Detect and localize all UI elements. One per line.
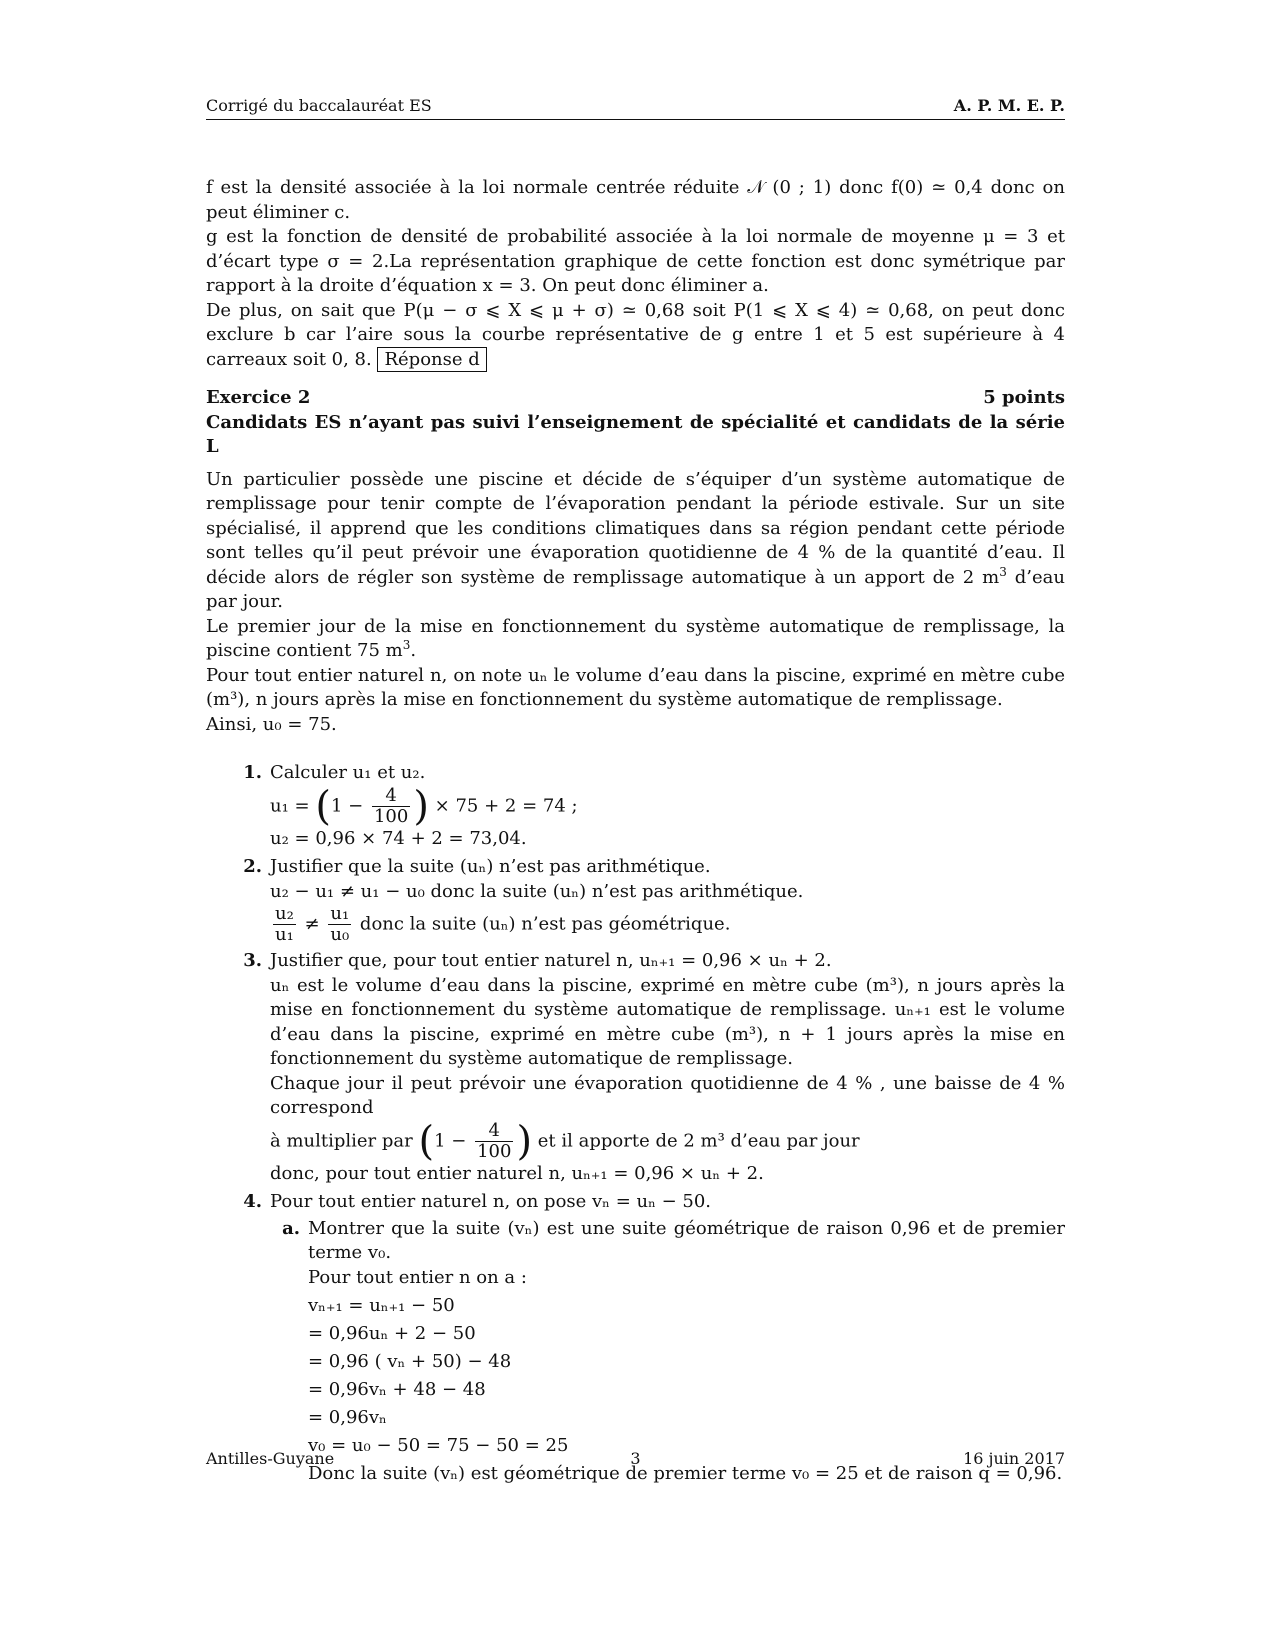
q4a-line-2: = 0,96uₙ + 2 − 50 [308,1322,476,1344]
question-3-number: 3. [243,950,262,971]
q3-p4: donc, pour tout entier naturel n, uₙ₊₁ = 0,96 × uₙ + 2. [270,1162,764,1184]
question-2 [206,855,1065,945]
question-2-title: Justifier que la suite (uₙ) n’est pas arithmétique. [270,856,711,877]
q4a-line-5: = 0,96vₙ [308,1406,387,1428]
question-1-number: 1. [243,762,262,783]
page-content [206,176,1065,1490]
q2-fb-num: u₁ [330,903,350,924]
page-footer [206,1449,1065,1468]
q4a-line-4: = 0,96vₙ + 48 − 48 [308,1378,486,1400]
q4a-line-7: Donc la suite (vₙ) est géométrique de premier terme v₀ = 25 et de raison q = 0,96. [308,1462,1063,1484]
q3-p3a: à multiplier par [270,1130,413,1151]
q1-u1-label: u₁ = [270,795,310,816]
q3-frac-den: 100 [477,1140,512,1162]
q3-p2: Chaque jour il peut prévoir une évaporation quotidienne de 4 % , une baisse de 4 % correspond [270,1072,1065,1118]
question-2-number: 2. [243,856,262,877]
q1-fraction [372,786,410,827]
exercise-p2a: Le premier jour de la mise en fonctionnement du système automatique de remplissage, la piscine contient 75 m [206,615,1065,661]
question-1-title: Calculer u₁ et u₂. [270,762,426,783]
q2-line-1: u₂ − u₁ ≠ u₁ − u₀ donc la suite (uₙ) n’est pas arithmétique. [270,880,804,902]
q2-conclusion: donc la suite (uₙ) n’est pas géométrique. [359,913,731,935]
q4a-line-6: v₀ = u₀ − 50 = 75 − 50 = 25 [308,1434,569,1456]
q2-neq: ≠ [304,913,320,935]
intro-p3 [206,299,1065,373]
q4a-line-0: Pour tout entier n on a : [308,1266,527,1288]
question-4-number: 4. [243,1191,262,1212]
q3-fraction [475,1121,513,1162]
q3-frac-num: 4 [475,1121,513,1142]
question-1 [206,761,1065,851]
question-4 [206,1190,1065,1490]
exercise-p1b: d’eau par jour. [206,566,1065,612]
q1-one-minus: 1 − [330,795,364,816]
q1-line-1: u₁ = (1 − $\frac{4}{100}$ ) × 75 + 2 = 74 ; [270,783,578,829]
header-left: Corrigé du baccalauréat ES [206,96,432,115]
footer-left: Antilles-Guyane [206,1449,335,1468]
exercise-title-row [206,386,1065,411]
exercise-p1: Un particulier possède une piscine et décide de s’équiper d’un système automatique de remplissage pour tenir compte de l’évaporation pendant la période estivale. Sur un site spécialisé, il apprend que les conditions climatiques dans sa région pendant cette période sont telles qu’il peut prévoir une évaporation quotidienne de 4 % de la quantité d’eau. Il décide alors de régler son système de remplissage automatique à un apport de 2 $m^3$ d’eau par jour. [206,468,1065,612]
footer-right: 16 juin 2017 [963,1449,1065,1468]
exercise-p1a: Un particulier possède une piscine et décide de s’équiper d’un système automatique de remplissage pour tenir compte de l’évaporation pendant la période estivale. Sur un site spécialisé, il apprend que les conditions climatiques dans sa région pendant cette période sont telles qu’il peut prévoir une évaporation quotidienne de 4 % de la quantité d’eau. Il décide alors de régler son système de remplissage automatique à un apport de 2 m [206,468,1065,588]
header-right: A. P. M. E. P. [953,96,1065,115]
question-3-title: Justifier que, pour tout entier naturel n, uₙ₊₁ = 0,96 × uₙ + 2. [270,950,832,971]
page-number: 3 [630,1449,641,1468]
q1-frac-den: 100 [373,805,409,827]
q2-fraction-a [273,904,296,945]
q3-one-minus: 1 − [434,1130,467,1151]
q1-u1-result: × 75 + 2 = 74 ; [434,795,578,816]
q4a-line-3: = 0,96 ( vₙ + 50) − 48 [308,1350,512,1372]
question-4a-number: a. [282,1217,300,1239]
q3-p1: uₙ est le volume d’eau dans la piscine, exprimé en mètre cube (m³), n jours après la mise en fonctionnement du système automatique de remplissage. uₙ₊₁ est le volume d’eau dans la piscine, exprimé en mètre cube (m³), n + 1 jours après la mise en fonctionnement du système automatique de remplissage. [270,974,1065,1069]
q3-p3: à multiplier par (1 − $\frac{4}{100}$ ) et il apporte de 2 m³ d’eau par jour [270,1118,860,1164]
question-3 [206,949,1065,1186]
q4a-line-1: vₙ₊₁ = uₙ₊₁ − 50 [308,1294,455,1316]
q3-p3b: et il apporte de 2 m³ d’eau par jour [537,1130,860,1151]
q2-line-2 [270,904,1065,945]
exercise-p2b: . [410,640,417,661]
question-4-title: Pour tout entier naturel n, on pose vₙ = uₙ − 50. [270,1191,712,1212]
exercise-p3: Pour tout entier naturel n, on note uₙ le volume d’eau dans la piscine, exprimé en mètre cube (m³), n jours après la mise en fonctionnement du système automatique de remplissage. [206,664,1065,710]
exercise-points: 5 points [983,387,1065,408]
q2-fraction-b [328,904,351,945]
page-header [206,96,1065,120]
q2-fa-den: u₁ [275,924,294,945]
exercise-subtitle: Candidats ES n’ayant pas suivi l’enseignement de spécialité et candidats de la série L [206,411,1065,457]
q1-line-2: u₂ = 0,96 × 74 + 2 = 73,04. [270,827,527,849]
q2-fa-num: u₂ [275,903,294,924]
question-4a-title: Montrer que la suite (vₙ) est une suite géométrique de raison 0,96 et de premier terme v₀. [308,1217,1065,1263]
answer-box: Réponse d [377,347,486,372]
exercise-title: Exercice 2 [206,387,311,408]
q1-frac-num: 4 [372,786,410,807]
exercise-p2: Le premier jour de la mise en fonctionnement du système automatique de remplissage, la piscine contient 75 $m^3$. [206,615,1065,661]
intro-p3-text: De plus, on sait que P(μ − σ ⩽ X ⩽ μ + σ) ≃ 0,68 soit P(1 ⩽ X ⩽ 4) ≃ 0,68, on peut donc exclure b car l’aire sous la courbe représentative de g entre 1 et 5 est supérieure à 4 carreaux soit 0, 8. [206,299,1065,370]
intro-p2: g est la fonction de densité de probabilité associée à la loi normale de moyenne μ = 3 et d’écart type σ = 2.La représentation graphique de cette fonction est donc symétrique par rapport à la droite d’équation x = 3. On peut donc éliminer a. [206,226,1065,296]
exercise-p4: Ainsi, u₀ = 75. [206,713,337,735]
q2-fb-den: u₀ [330,924,350,945]
intro-p1: f est la densité associée à la loi normale centrée réduite 𝒩 (0 ; 1) donc f(0) ≃ 0,4 donc on peut éliminer c. [206,177,1065,223]
